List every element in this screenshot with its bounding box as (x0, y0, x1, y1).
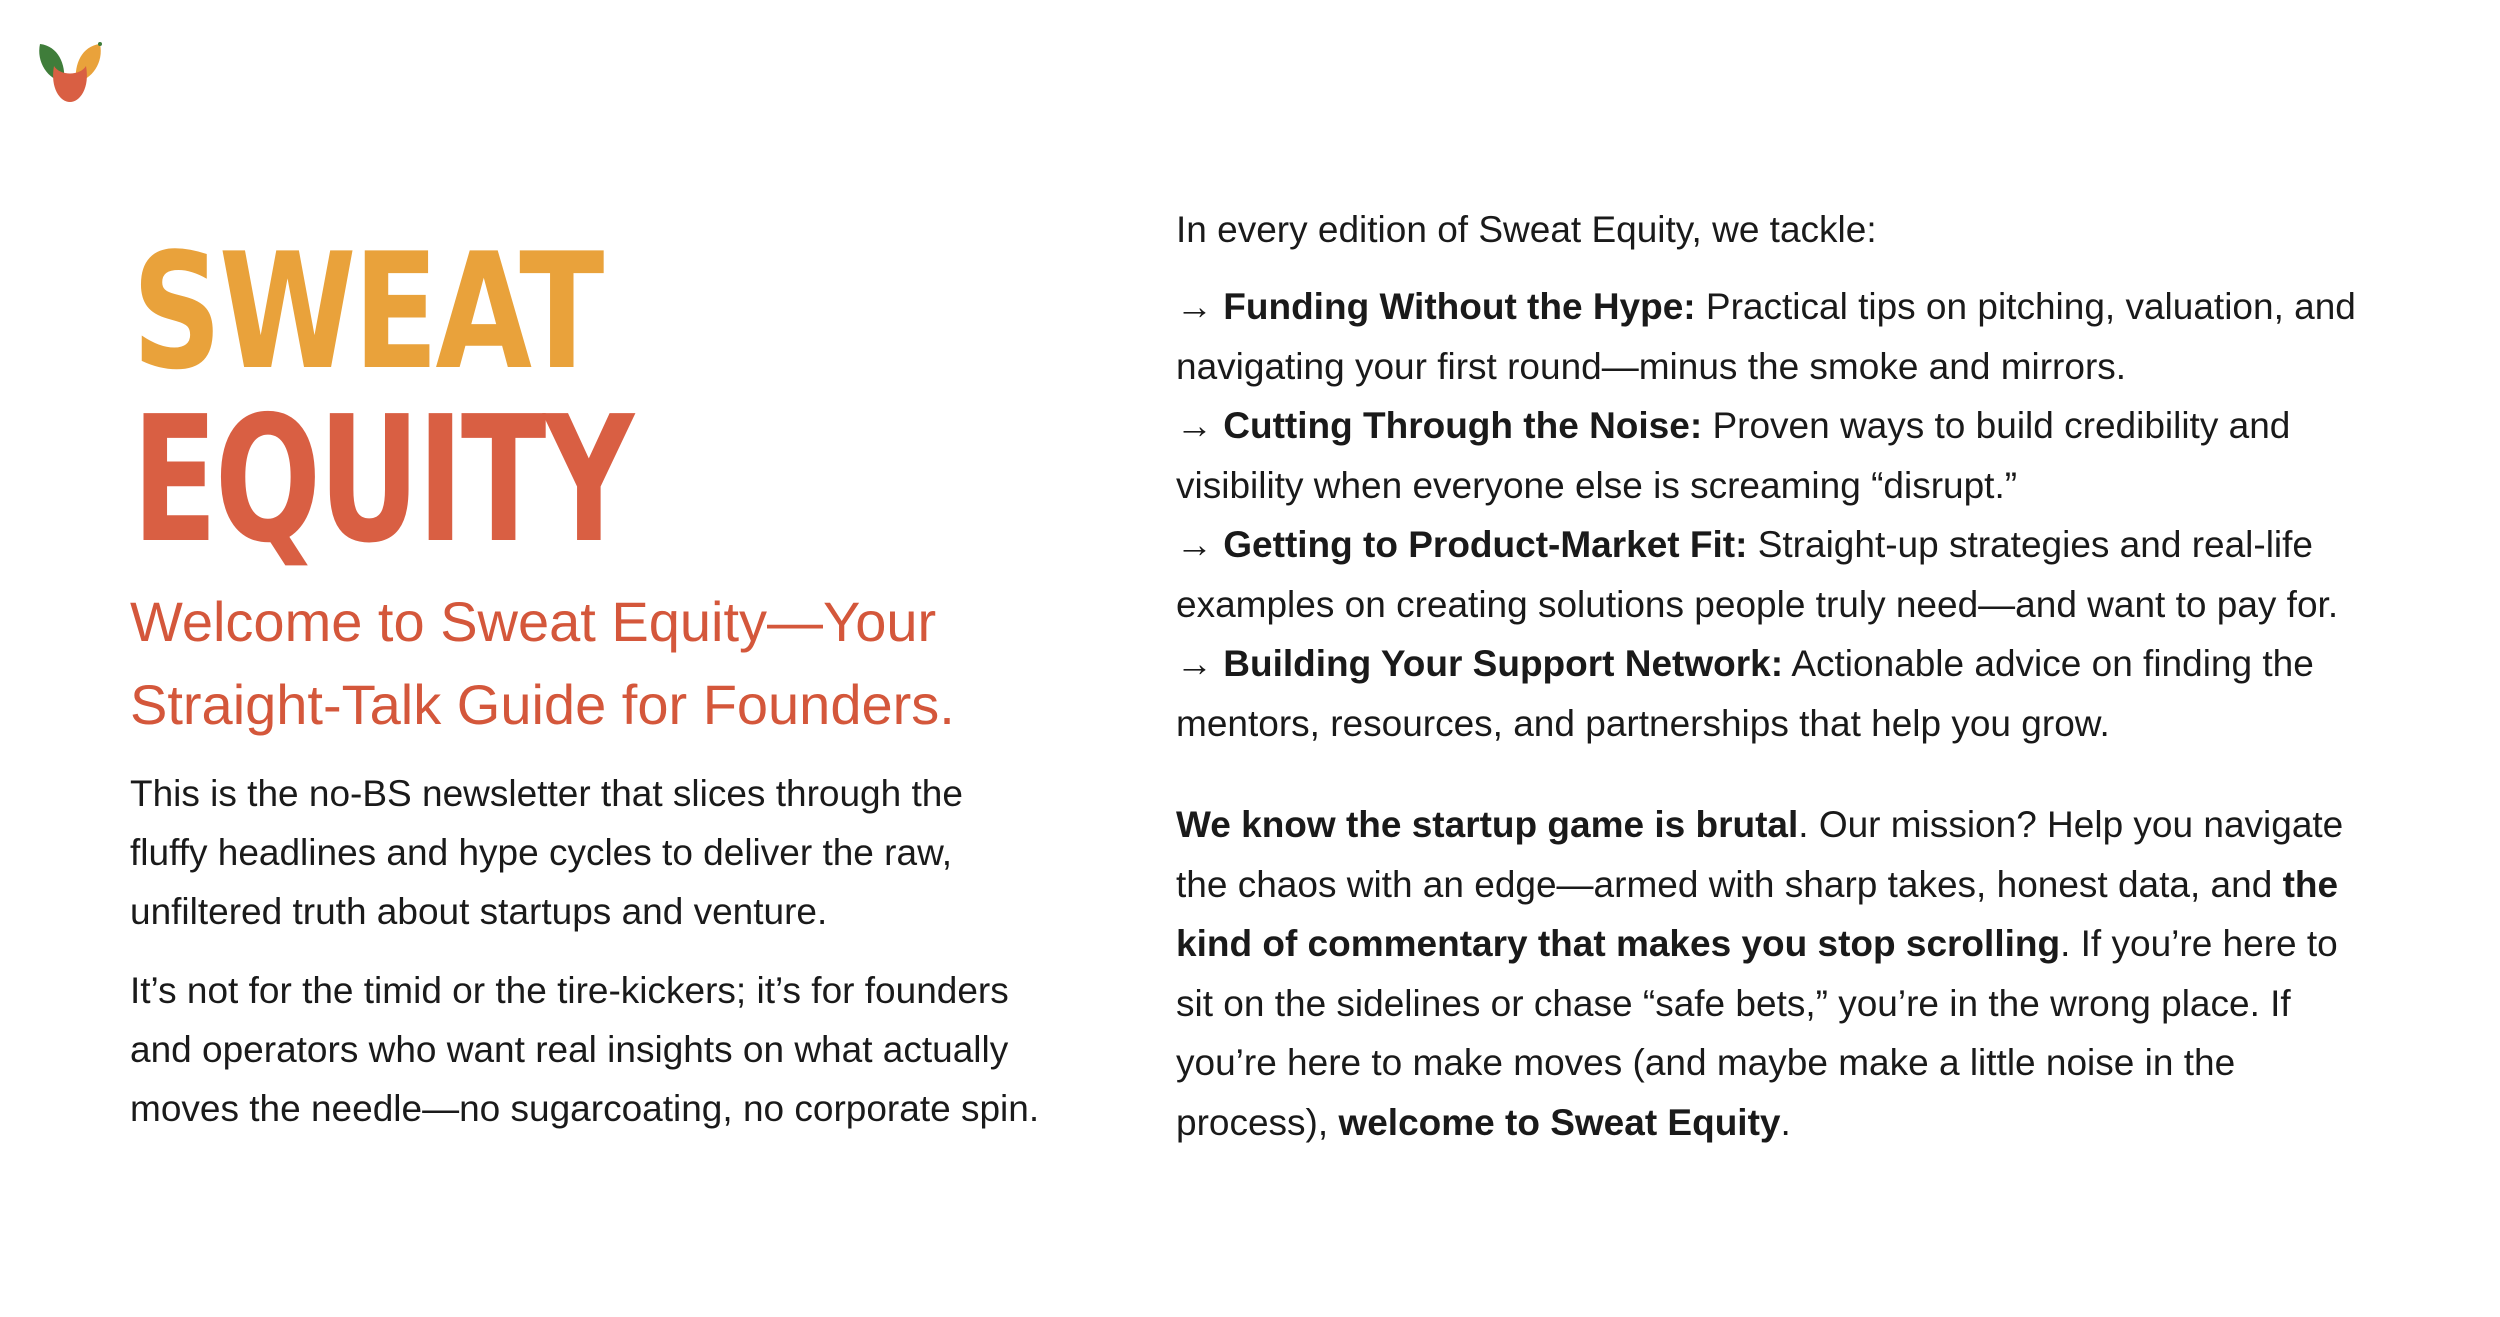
topic-text: Straight-up strategies and real-life examples on creating solutions people truly need—and want to pay for. (1176, 524, 2339, 625)
intro-paragraph-2: It’s not for the timid or the tire-kickers; it’s for founders and operators who want real insights on what actually moves the needle—no sugarcoating, no corporate spin. (130, 970, 1040, 1129)
list-item (1176, 277, 2356, 396)
arrow-right-icon: → (1176, 643, 1213, 684)
arrow-right-icon: → (1176, 286, 1213, 327)
topic-text: Actionable advice on finding the mentors, resources, and partnerships that help you grow. (1176, 643, 2314, 744)
mission-bold-3: welcome to Sweat Equity (1338, 1101, 1781, 1143)
wordmark-sweat: SWEAT (132, 218, 602, 405)
topic-title: Funding Without the Hype: (1223, 286, 1696, 327)
topic-title: Building Your Support Network: (1223, 643, 1784, 684)
intro-paragraph-1: This is the no-BS newsletter that slices through the fluffy headlines and hype cycles to deliver the raw, unfiltered truth about startups and venture. (130, 773, 963, 932)
topics-column (1176, 200, 2356, 1152)
mission-text-2: . If you’re here to sit on the sidelines or chase “safe bets,” you’re in the wrong place. If you’re here to make moves (and maybe make a little noise in the process), (1176, 923, 2338, 1143)
mission-bold-1: We know the startup game is brutal (1176, 804, 1799, 845)
mission-bold-2: the kind of commentary that makes you stop scrolling (1176, 863, 2339, 964)
arrow-right-icon: → (1176, 524, 1213, 565)
intro-column (130, 580, 1050, 1158)
list-item (1176, 634, 2356, 753)
arrow-right-icon: → (1176, 405, 1213, 446)
mission-text-1: . Our mission? Help you navigate the chaos with an edge—armed with sharp takes, honest data, and (1176, 804, 2344, 905)
sweat-equity-wordmark (132, 218, 632, 582)
wordmark-equity: EQUITY (132, 379, 632, 582)
v-leaf-logo-icon[interactable] (34, 36, 106, 108)
list-item (1176, 515, 2356, 634)
mission-paragraph (1176, 795, 2356, 1152)
topic-title: Getting to Product-Market Fit: (1223, 524, 1748, 565)
mission-text-3: . (1780, 1101, 1791, 1143)
welcome-headline: Welcome to Sweat Equity—Your Straight-Talk Guide for Founders. (130, 590, 955, 736)
list-item (1176, 396, 2356, 515)
topic-text: Proven ways to build credibility and visibility when everyone else is screaming “disrupt.” (1176, 405, 2291, 506)
topics-list (1176, 277, 2356, 753)
topics-intro: In every edition of Sweat Equity, we tackle: (1176, 209, 1877, 250)
topic-text: Practical tips on pitching, valuation, and navigating your first round—minus the smoke and mirrors. (1176, 286, 2356, 387)
topic-title: Cutting Through the Noise: (1223, 405, 1703, 446)
